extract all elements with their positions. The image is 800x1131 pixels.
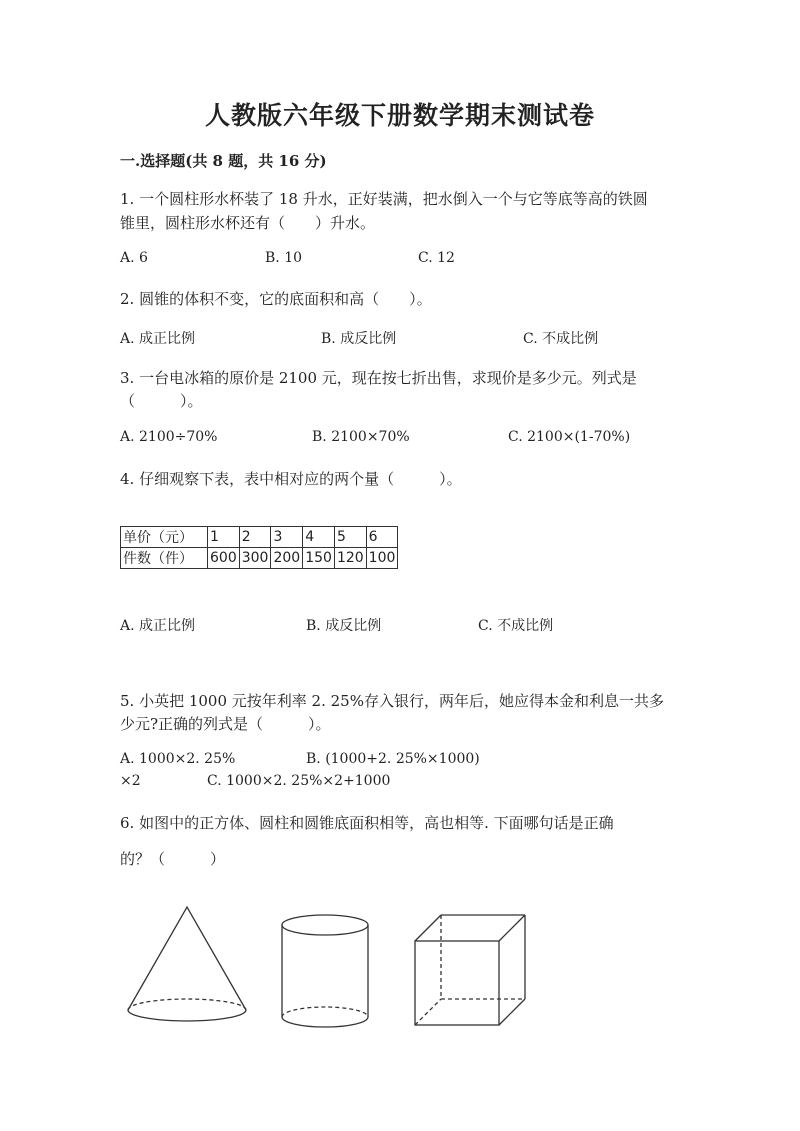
q5-option-c: C. 1000×2. 25%×2+1000 (207, 773, 391, 789)
price-quantity-table (120, 526, 398, 569)
q6-text-line2: 的？（ ） (120, 850, 226, 868)
q5-text-line1: 5. 小英把 1000 元按年利率 2. 25%存入银行，两年后，她应得本金和利息一共多 (120, 692, 664, 710)
q1-option-c: C. 12 (418, 250, 455, 266)
q2-option-c: C. 不成比例 (523, 331, 599, 347)
q3-option-a: A. 2100÷70% (120, 429, 218, 445)
q2-text: 2. 圆锥的体积不变，它的底面积和高（ ）。 (120, 290, 432, 308)
table-cell: 120 (334, 548, 366, 569)
table-row (121, 548, 398, 569)
table-cell: 100 (366, 548, 398, 569)
table-cell: 1 (208, 527, 240, 548)
section-heading: 一.选择题(共 8 题，共 16 分) (120, 152, 327, 170)
q3-text-line2: （ ）。 (120, 392, 203, 410)
q3-option-c: C. 2100×(1-70%) (508, 429, 631, 445)
q5-option-b: B. (1000+2. 25%×1000) (306, 751, 480, 767)
cylinder-figure (282, 915, 368, 1027)
table-cell: 单价（元） (121, 527, 208, 548)
q1-text-line2: 锥里，圆柱形水杯还有（ ）升水。 (120, 214, 376, 232)
table-cell: 600 (208, 548, 240, 569)
q4-option-c: C. 不成比例 (478, 618, 554, 634)
q5-option-a: A. 1000×2. 25% (120, 751, 236, 767)
q2-option-b: B. 成反比例 (321, 331, 397, 347)
table-cell: 4 (303, 527, 335, 548)
table-cell: 5 (334, 527, 366, 548)
table-cell: 3 (271, 527, 303, 548)
solid-figures (110, 895, 550, 1040)
table-cell: 件数（件） (121, 548, 208, 569)
q4-option-b: B. 成反比例 (306, 618, 382, 634)
q4-text: 4. 仔细观察下表，表中相对应的两个量（ ）。 (120, 470, 462, 488)
q6-text-line1: 6. 如图中的正方体、圆柱和圆锥底面积相等，高也相等. 下面哪句话是正确 (120, 814, 614, 832)
q5-option-b-continued: ×2 (120, 773, 141, 789)
q5-text-line2: 少元?正确的列式是（ ）。 (120, 715, 331, 733)
q1-option-a: A. 6 (120, 250, 148, 266)
table-cell: 200 (271, 548, 303, 569)
cone-figure (128, 907, 246, 1021)
q4-option-a: A. 成正比例 (120, 618, 196, 634)
q3-text-line1: 3. 一台电冰箱的原价是 2100 元，现在按七折出售，求现价是多少元。列式是 (120, 369, 637, 387)
q1-option-b: B. 10 (265, 250, 303, 266)
q2-option-a: A. 成正比例 (120, 331, 196, 347)
table-cell: 6 (366, 527, 398, 548)
q1-text-line1: 1. 一个圆柱形水杯装了 18 升水，正好装满，把水倒入一个与它等底等高的铁圆 (120, 190, 648, 208)
cube-figure (415, 915, 525, 1025)
table-cell: 300 (239, 548, 271, 569)
page-title: 人教版六年级下册数学期末测试卷 (204, 101, 595, 130)
table-cell: 2 (239, 527, 271, 548)
table-row (121, 527, 398, 548)
table-cell: 150 (303, 548, 335, 569)
q3-option-b: B. 2100×70% (312, 429, 410, 445)
